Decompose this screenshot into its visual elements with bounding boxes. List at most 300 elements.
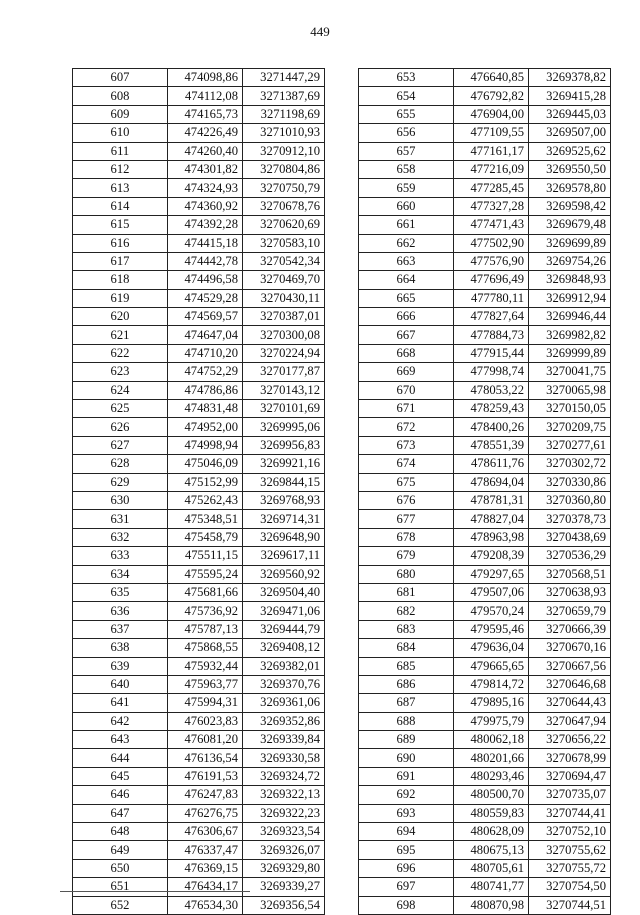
point-number-cell: 659 xyxy=(359,179,454,197)
point-number-cell: 681 xyxy=(359,583,454,601)
point-number-cell: 620 xyxy=(73,308,168,326)
table-row xyxy=(359,473,611,491)
x-coordinate-cell: 478611,76 xyxy=(454,455,529,473)
point-number-cell: 618 xyxy=(73,271,168,289)
x-coordinate-cell: 479636,04 xyxy=(454,639,529,657)
point-number-cell: 628 xyxy=(73,455,168,473)
table-row xyxy=(359,878,611,896)
x-coordinate-cell: 478400,26 xyxy=(454,418,529,436)
x-coordinate-cell: 476534,30 xyxy=(168,896,243,914)
table-row xyxy=(73,436,325,454)
y-coordinate-cell: 3270387,01 xyxy=(243,308,325,326)
table-row xyxy=(359,436,611,454)
point-number-cell: 660 xyxy=(359,197,454,215)
x-coordinate-cell: 475681,66 xyxy=(168,583,243,601)
table-row xyxy=(73,823,325,841)
table-row xyxy=(359,252,611,270)
y-coordinate-cell: 3269679,48 xyxy=(529,216,611,234)
point-number-cell: 622 xyxy=(73,344,168,362)
table-row xyxy=(359,105,611,123)
y-coordinate-cell: 3269356,54 xyxy=(243,896,325,914)
y-coordinate-cell: 3270666,39 xyxy=(529,620,611,638)
table-row xyxy=(73,344,325,362)
y-coordinate-cell: 3269699,89 xyxy=(529,234,611,252)
point-number-cell: 632 xyxy=(73,528,168,546)
x-coordinate-cell: 477696,49 xyxy=(454,271,529,289)
x-coordinate-cell: 476247,83 xyxy=(168,786,243,804)
point-number-cell: 656 xyxy=(359,124,454,142)
table-row xyxy=(359,657,611,675)
x-coordinate-cell: 478781,31 xyxy=(454,491,529,509)
y-coordinate-cell: 3270644,43 xyxy=(529,694,611,712)
y-coordinate-cell: 3270302,72 xyxy=(529,455,611,473)
x-coordinate-cell: 477827,64 xyxy=(454,308,529,326)
table-row xyxy=(73,547,325,565)
point-number-cell: 665 xyxy=(359,289,454,307)
point-number-cell: 679 xyxy=(359,547,454,565)
y-coordinate-cell: 3269995,06 xyxy=(243,418,325,436)
y-coordinate-cell: 3269322,13 xyxy=(243,786,325,804)
x-coordinate-cell: 475152,99 xyxy=(168,473,243,491)
table-row xyxy=(73,510,325,528)
table-row xyxy=(359,528,611,546)
table-row xyxy=(359,602,611,620)
y-coordinate-cell: 3269445,03 xyxy=(529,105,611,123)
y-coordinate-cell: 3269550,50 xyxy=(529,160,611,178)
table-row xyxy=(359,694,611,712)
y-coordinate-cell: 3270065,98 xyxy=(529,381,611,399)
x-coordinate-cell: 479570,24 xyxy=(454,602,529,620)
table-row xyxy=(73,878,325,896)
x-coordinate-cell: 475348,51 xyxy=(168,510,243,528)
y-coordinate-cell: 3269339,84 xyxy=(243,731,325,749)
x-coordinate-cell: 475963,77 xyxy=(168,675,243,693)
y-coordinate-cell: 3269648,90 xyxy=(243,528,325,546)
point-number-cell: 686 xyxy=(359,675,454,693)
x-coordinate-cell: 474098,86 xyxy=(168,69,243,87)
table-row xyxy=(359,326,611,344)
x-coordinate-cell: 478827,04 xyxy=(454,510,529,528)
y-coordinate-cell: 3269754,26 xyxy=(529,252,611,270)
point-number-cell: 633 xyxy=(73,547,168,565)
table-row xyxy=(73,105,325,123)
x-coordinate-cell: 474301,82 xyxy=(168,160,243,178)
table-row xyxy=(359,179,611,197)
x-coordinate-cell: 475736,92 xyxy=(168,602,243,620)
table-row xyxy=(73,859,325,877)
point-number-cell: 663 xyxy=(359,252,454,270)
y-coordinate-cell: 3270678,99 xyxy=(529,749,611,767)
y-coordinate-cell: 3270755,62 xyxy=(529,841,611,859)
table-row xyxy=(73,841,325,859)
x-coordinate-cell: 480741,77 xyxy=(454,878,529,896)
x-coordinate-cell: 480559,83 xyxy=(454,804,529,822)
y-coordinate-cell: 3269382,01 xyxy=(243,657,325,675)
point-number-cell: 692 xyxy=(359,786,454,804)
x-coordinate-cell: 480870,98 xyxy=(454,896,529,914)
x-coordinate-cell: 476023,83 xyxy=(168,712,243,730)
point-number-cell: 671 xyxy=(359,400,454,418)
point-number-cell: 631 xyxy=(73,510,168,528)
y-coordinate-cell: 3269768,93 xyxy=(243,491,325,509)
y-coordinate-cell: 3269339,27 xyxy=(243,878,325,896)
x-coordinate-cell: 474392,28 xyxy=(168,216,243,234)
table-row xyxy=(359,289,611,307)
point-number-cell: 678 xyxy=(359,528,454,546)
y-coordinate-cell: 3270646,68 xyxy=(529,675,611,693)
point-number-cell: 615 xyxy=(73,216,168,234)
table-row xyxy=(73,712,325,730)
y-coordinate-cell: 3270620,69 xyxy=(243,216,325,234)
table-row xyxy=(359,308,611,326)
table-row xyxy=(73,767,325,785)
x-coordinate-cell: 477109,55 xyxy=(454,124,529,142)
x-coordinate-cell: 480628,09 xyxy=(454,823,529,841)
x-coordinate-cell: 474647,04 xyxy=(168,326,243,344)
point-number-cell: 639 xyxy=(73,657,168,675)
point-number-cell: 651 xyxy=(73,878,168,896)
table-row xyxy=(73,657,325,675)
point-number-cell: 683 xyxy=(359,620,454,638)
y-coordinate-cell: 3270469,70 xyxy=(243,271,325,289)
point-number-cell: 643 xyxy=(73,731,168,749)
point-number-cell: 695 xyxy=(359,841,454,859)
table-row xyxy=(359,547,611,565)
y-coordinate-cell: 3270667,56 xyxy=(529,657,611,675)
point-number-cell: 638 xyxy=(73,639,168,657)
table-row xyxy=(73,491,325,509)
y-coordinate-cell: 3269507,00 xyxy=(529,124,611,142)
y-coordinate-cell: 3270754,50 xyxy=(529,878,611,896)
table-row xyxy=(359,234,611,252)
table-row xyxy=(73,308,325,326)
x-coordinate-cell: 474952,00 xyxy=(168,418,243,436)
table-row xyxy=(73,602,325,620)
table-row xyxy=(73,363,325,381)
x-coordinate-cell: 480293,46 xyxy=(454,767,529,785)
y-coordinate-cell: 3270752,10 xyxy=(529,823,611,841)
x-coordinate-cell: 476306,67 xyxy=(168,823,243,841)
y-coordinate-cell: 3269956,83 xyxy=(243,436,325,454)
x-coordinate-cell: 475994,31 xyxy=(168,694,243,712)
y-coordinate-cell: 3269324,72 xyxy=(243,767,325,785)
point-number-cell: 650 xyxy=(73,859,168,877)
table-row xyxy=(359,731,611,749)
y-coordinate-cell: 3270755,72 xyxy=(529,859,611,877)
table-row xyxy=(359,841,611,859)
y-coordinate-cell: 3269378,82 xyxy=(529,69,611,87)
y-coordinate-cell: 3269946,44 xyxy=(529,308,611,326)
point-number-cell: 687 xyxy=(359,694,454,712)
table-row xyxy=(359,124,611,142)
point-number-cell: 696 xyxy=(359,859,454,877)
y-coordinate-cell: 3269408,12 xyxy=(243,639,325,657)
table-row xyxy=(73,473,325,491)
point-number-cell: 684 xyxy=(359,639,454,657)
point-number-cell: 624 xyxy=(73,381,168,399)
point-number-cell: 649 xyxy=(73,841,168,859)
x-coordinate-cell: 477502,90 xyxy=(454,234,529,252)
point-number-cell: 607 xyxy=(73,69,168,87)
y-coordinate-cell: 3270670,16 xyxy=(529,639,611,657)
x-coordinate-cell: 475595,24 xyxy=(168,565,243,583)
table-row xyxy=(359,363,611,381)
x-coordinate-cell: 474529,28 xyxy=(168,289,243,307)
point-number-cell: 614 xyxy=(73,197,168,215)
point-number-cell: 629 xyxy=(73,473,168,491)
table-row xyxy=(73,216,325,234)
x-coordinate-cell: 478963,98 xyxy=(454,528,529,546)
point-number-cell: 668 xyxy=(359,344,454,362)
x-coordinate-cell: 480062,18 xyxy=(454,731,529,749)
y-coordinate-cell: 3270150,05 xyxy=(529,400,611,418)
x-coordinate-cell: 476792,82 xyxy=(454,87,529,105)
point-number-cell: 662 xyxy=(359,234,454,252)
table-row xyxy=(359,767,611,785)
table-row xyxy=(359,381,611,399)
x-coordinate-cell: 474226,49 xyxy=(168,124,243,142)
table-row xyxy=(359,510,611,528)
x-coordinate-cell: 475046,09 xyxy=(168,455,243,473)
point-number-cell: 609 xyxy=(73,105,168,123)
y-coordinate-cell: 3270568,51 xyxy=(529,565,611,583)
x-coordinate-cell: 479297,65 xyxy=(454,565,529,583)
point-number-cell: 652 xyxy=(73,896,168,914)
point-number-cell: 637 xyxy=(73,620,168,638)
point-number-cell: 653 xyxy=(359,69,454,87)
y-coordinate-cell: 3270177,87 xyxy=(243,363,325,381)
x-coordinate-cell: 479975,79 xyxy=(454,712,529,730)
x-coordinate-cell: 479507,06 xyxy=(454,583,529,601)
x-coordinate-cell: 476434,17 xyxy=(168,878,243,896)
x-coordinate-cell: 474496,58 xyxy=(168,271,243,289)
x-coordinate-cell: 478551,39 xyxy=(454,436,529,454)
table-row xyxy=(359,418,611,436)
point-number-cell: 627 xyxy=(73,436,168,454)
y-coordinate-cell: 3270744,51 xyxy=(529,896,611,914)
table-row xyxy=(359,786,611,804)
point-number-cell: 635 xyxy=(73,583,168,601)
x-coordinate-cell: 474112,08 xyxy=(168,87,243,105)
x-coordinate-cell: 476640,85 xyxy=(454,69,529,87)
table-row xyxy=(73,160,325,178)
point-number-cell: 641 xyxy=(73,694,168,712)
table-row xyxy=(359,804,611,822)
x-coordinate-cell: 480705,61 xyxy=(454,859,529,877)
x-coordinate-cell: 476337,47 xyxy=(168,841,243,859)
coordinates-table-right xyxy=(358,68,611,915)
y-coordinate-cell: 3270277,61 xyxy=(529,436,611,454)
y-coordinate-cell: 3270912,10 xyxy=(243,142,325,160)
point-number-cell: 661 xyxy=(359,216,454,234)
x-coordinate-cell: 477780,11 xyxy=(454,289,529,307)
table-row xyxy=(73,675,325,693)
point-number-cell: 688 xyxy=(359,712,454,730)
point-number-cell: 644 xyxy=(73,749,168,767)
x-coordinate-cell: 474998,94 xyxy=(168,436,243,454)
x-coordinate-cell: 474442,78 xyxy=(168,252,243,270)
table-row xyxy=(359,197,611,215)
table-row xyxy=(73,731,325,749)
table-row xyxy=(359,823,611,841)
x-coordinate-cell: 475932,44 xyxy=(168,657,243,675)
point-number-cell: 634 xyxy=(73,565,168,583)
point-number-cell: 623 xyxy=(73,363,168,381)
y-coordinate-cell: 3269444,79 xyxy=(243,620,325,638)
x-coordinate-cell: 474752,29 xyxy=(168,363,243,381)
table-row xyxy=(73,124,325,142)
x-coordinate-cell: 477216,09 xyxy=(454,160,529,178)
table-row xyxy=(73,804,325,822)
table-row xyxy=(359,620,611,638)
y-coordinate-cell: 3271387,69 xyxy=(243,87,325,105)
x-coordinate-cell: 475868,55 xyxy=(168,639,243,657)
x-coordinate-cell: 476081,20 xyxy=(168,731,243,749)
point-number-cell: 654 xyxy=(359,87,454,105)
y-coordinate-cell: 3269352,86 xyxy=(243,712,325,730)
x-coordinate-cell: 476369,15 xyxy=(168,859,243,877)
x-coordinate-cell: 477161,17 xyxy=(454,142,529,160)
y-coordinate-cell: 3269329,80 xyxy=(243,859,325,877)
point-number-cell: 636 xyxy=(73,602,168,620)
point-number-cell: 670 xyxy=(359,381,454,399)
y-coordinate-cell: 3270143,12 xyxy=(243,381,325,399)
point-number-cell: 648 xyxy=(73,823,168,841)
coordinates-table-left xyxy=(72,68,325,915)
x-coordinate-cell: 474786,86 xyxy=(168,381,243,399)
x-coordinate-cell: 474165,73 xyxy=(168,105,243,123)
point-number-cell: 625 xyxy=(73,400,168,418)
y-coordinate-cell: 3269921,16 xyxy=(243,455,325,473)
point-number-cell: 693 xyxy=(359,804,454,822)
table-row xyxy=(73,786,325,804)
table-row xyxy=(73,400,325,418)
x-coordinate-cell: 477327,28 xyxy=(454,197,529,215)
x-coordinate-cell: 475787,13 xyxy=(168,620,243,638)
x-coordinate-cell: 478259,43 xyxy=(454,400,529,418)
table-row xyxy=(359,400,611,418)
x-coordinate-cell: 476191,53 xyxy=(168,767,243,785)
point-number-cell: 646 xyxy=(73,786,168,804)
y-coordinate-cell: 3269525,62 xyxy=(529,142,611,160)
y-coordinate-cell: 3270744,41 xyxy=(529,804,611,822)
x-coordinate-cell: 480500,70 xyxy=(454,786,529,804)
x-coordinate-cell: 474569,57 xyxy=(168,308,243,326)
point-number-cell: 675 xyxy=(359,473,454,491)
table-row xyxy=(359,216,611,234)
x-coordinate-cell: 480675,13 xyxy=(454,841,529,859)
x-coordinate-cell: 474831,48 xyxy=(168,400,243,418)
y-coordinate-cell: 3270804,86 xyxy=(243,160,325,178)
table-row xyxy=(73,896,325,914)
table-row xyxy=(73,694,325,712)
y-coordinate-cell: 3271198,69 xyxy=(243,105,325,123)
y-coordinate-cell: 3270430,11 xyxy=(243,289,325,307)
table-row xyxy=(359,344,611,362)
table-row xyxy=(73,326,325,344)
table-row xyxy=(359,639,611,657)
y-coordinate-cell: 3270536,29 xyxy=(529,547,611,565)
table-row xyxy=(73,528,325,546)
x-coordinate-cell: 474710,20 xyxy=(168,344,243,362)
point-number-cell: 667 xyxy=(359,326,454,344)
point-number-cell: 617 xyxy=(73,252,168,270)
x-coordinate-cell: 477998,74 xyxy=(454,363,529,381)
x-coordinate-cell: 477576,90 xyxy=(454,252,529,270)
table-row xyxy=(73,381,325,399)
table-row xyxy=(359,455,611,473)
point-number-cell: 613 xyxy=(73,179,168,197)
point-number-cell: 685 xyxy=(359,657,454,675)
point-number-cell: 669 xyxy=(359,363,454,381)
table-row xyxy=(359,749,611,767)
point-number-cell: 655 xyxy=(359,105,454,123)
y-coordinate-cell: 3269322,23 xyxy=(243,804,325,822)
point-number-cell: 672 xyxy=(359,418,454,436)
y-coordinate-cell: 3269504,40 xyxy=(243,583,325,601)
y-coordinate-cell: 3269326,07 xyxy=(243,841,325,859)
y-coordinate-cell: 3270378,73 xyxy=(529,510,611,528)
point-number-cell: 642 xyxy=(73,712,168,730)
table-row xyxy=(73,583,325,601)
table-row xyxy=(73,455,325,473)
y-coordinate-cell: 3270209,75 xyxy=(529,418,611,436)
y-coordinate-cell: 3269848,93 xyxy=(529,271,611,289)
point-number-cell: 664 xyxy=(359,271,454,289)
table-row xyxy=(73,565,325,583)
table-row xyxy=(359,675,611,693)
table-row xyxy=(73,197,325,215)
point-number-cell: 611 xyxy=(73,142,168,160)
x-coordinate-cell: 477285,45 xyxy=(454,179,529,197)
table-row xyxy=(73,749,325,767)
y-coordinate-cell: 3270300,08 xyxy=(243,326,325,344)
table-row xyxy=(359,271,611,289)
x-coordinate-cell: 476904,00 xyxy=(454,105,529,123)
table-row xyxy=(359,160,611,178)
point-number-cell: 616 xyxy=(73,234,168,252)
point-number-cell: 673 xyxy=(359,436,454,454)
y-coordinate-cell: 3270583,10 xyxy=(243,234,325,252)
y-coordinate-cell: 3269844,15 xyxy=(243,473,325,491)
x-coordinate-cell: 477915,44 xyxy=(454,344,529,362)
x-coordinate-cell: 476276,75 xyxy=(168,804,243,822)
table-row xyxy=(359,896,611,914)
table-row xyxy=(359,583,611,601)
x-coordinate-cell: 476136,54 xyxy=(168,749,243,767)
table-row xyxy=(359,565,611,583)
table-row xyxy=(73,620,325,638)
y-coordinate-cell: 3269330,58 xyxy=(243,749,325,767)
y-coordinate-cell: 3270694,47 xyxy=(529,767,611,785)
point-number-cell: 680 xyxy=(359,565,454,583)
table-row xyxy=(73,639,325,657)
point-number-cell: 640 xyxy=(73,675,168,693)
x-coordinate-cell: 475511,15 xyxy=(168,547,243,565)
y-coordinate-cell: 3270041,75 xyxy=(529,363,611,381)
point-number-cell: 658 xyxy=(359,160,454,178)
point-number-cell: 619 xyxy=(73,289,168,307)
point-number-cell: 626 xyxy=(73,418,168,436)
y-coordinate-cell: 3269370,76 xyxy=(243,675,325,693)
point-number-cell: 610 xyxy=(73,124,168,142)
x-coordinate-cell: 479208,39 xyxy=(454,547,529,565)
x-coordinate-cell: 478053,22 xyxy=(454,381,529,399)
point-number-cell: 621 xyxy=(73,326,168,344)
point-number-cell: 690 xyxy=(359,749,454,767)
y-coordinate-cell: 3270647,94 xyxy=(529,712,611,730)
y-coordinate-cell: 3269714,31 xyxy=(243,510,325,528)
